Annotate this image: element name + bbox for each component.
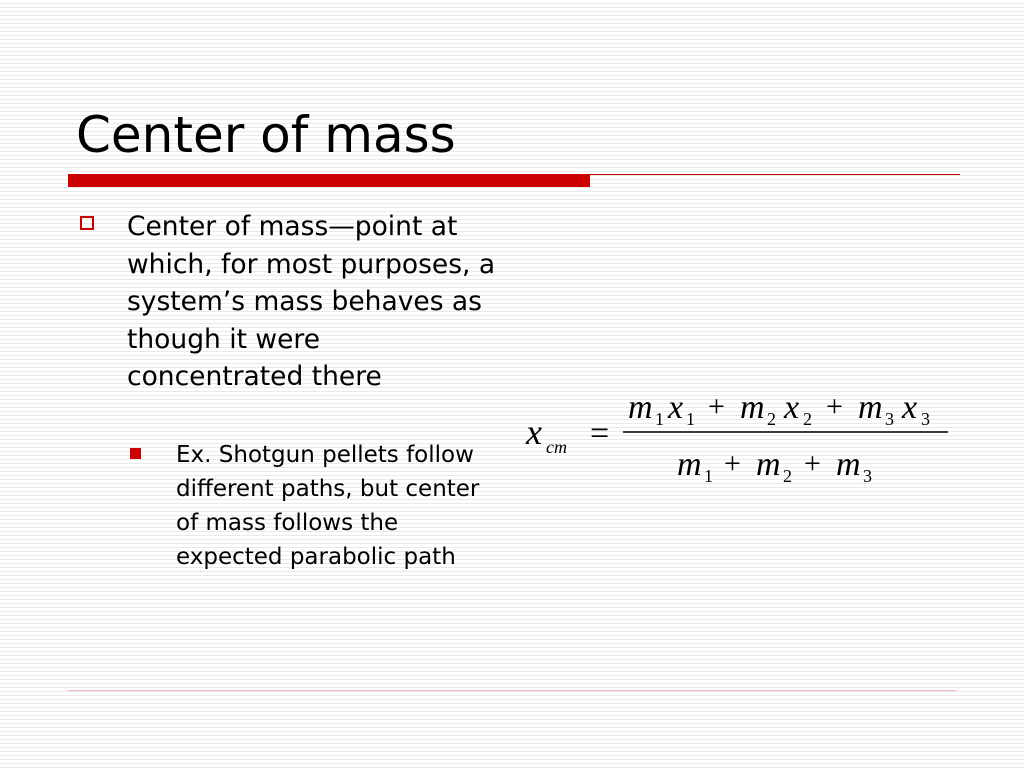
center-of-mass-equation — [520, 380, 960, 500]
title-underline-thin — [590, 174, 960, 175]
numerator-mass-subscript: 3 — [885, 409, 894, 429]
numerator-mass: m — [858, 389, 883, 426]
numerator-position-subscript: 3 — [921, 409, 930, 429]
numerator-position-subscript: 2 — [803, 409, 812, 429]
numerator-mass-subscript: 2 — [767, 409, 776, 429]
hollow-square-bullet-icon — [80, 216, 94, 230]
numerator-mass: m — [628, 389, 653, 426]
slide-title: Center of mass — [76, 106, 456, 164]
denominator-mass: m — [836, 446, 861, 483]
footer-divider — [68, 690, 956, 691]
plus-sign: + — [724, 447, 741, 480]
denominator-mass: m — [756, 446, 781, 483]
equation-lhs-variable: x — [526, 412, 542, 452]
denominator-mass: m — [677, 446, 702, 483]
numerator-position: x — [784, 389, 800, 426]
plus-sign: + — [826, 390, 843, 423]
numerator-position: x — [902, 389, 918, 426]
filled-square-bullet-icon — [130, 448, 141, 459]
numerator-position: x — [668, 389, 684, 426]
title-underline-thick — [68, 174, 590, 187]
sub-bullet-text: Ex. Shotgun pellets follow different paths, but center of mass follows the expected parabolic path — [176, 442, 480, 570]
equation-lhs-subscript: cm — [546, 437, 567, 457]
numerator-mass-subscript: 1 — [655, 409, 664, 429]
denominator-mass-subscript: 3 — [863, 466, 872, 486]
plus-sign: + — [804, 447, 821, 480]
bullet-text: Center of mass—point at which, for most purposes, a system’s mass behaves as though it were concentrated there — [127, 211, 496, 392]
denominator-mass-subscript: 2 — [783, 466, 792, 486]
numerator-mass: m — [740, 389, 765, 426]
equation-equals-sign: = — [590, 415, 610, 452]
numerator-position-subscript: 1 — [686, 409, 695, 429]
denominator-mass-subscript: 1 — [704, 466, 713, 486]
plus-sign: + — [708, 390, 725, 423]
